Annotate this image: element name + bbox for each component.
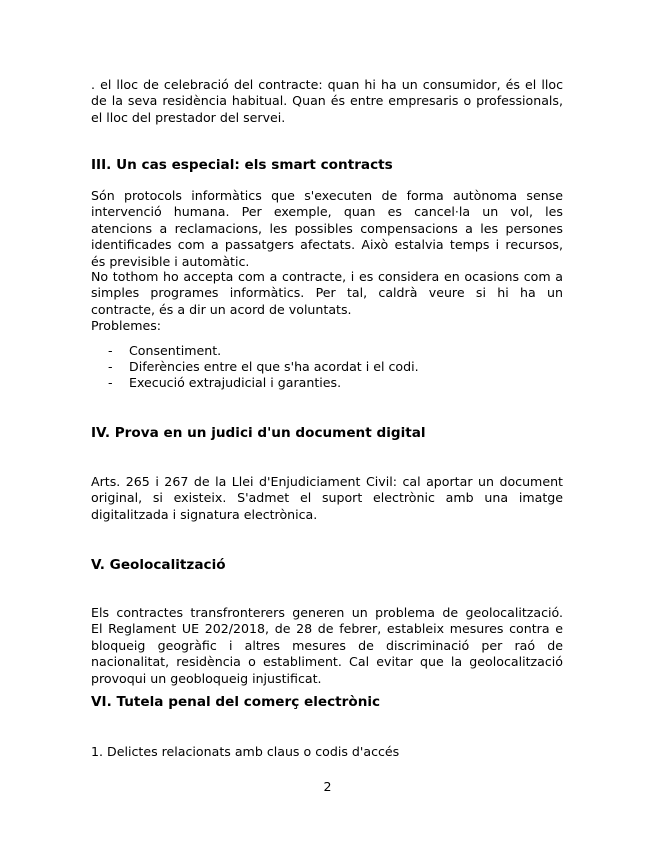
text-line: és previsible i automàtic. — [91, 253, 250, 269]
heading-criminal-protection: VI. Tutela penal del comerç electrònic — [91, 694, 381, 710]
paragraph-place-of-contract — [91, 77, 563, 126]
problems-label: Problemes: — [91, 318, 162, 334]
text-line: nacionalitat, residència o establiment. Cal evitar que la geolocalització — [91, 654, 563, 670]
heading-geolocation: V. Geolocalització — [91, 557, 226, 573]
page-number: 2 — [323, 779, 332, 794]
heading-smart-contracts: III. Un cas especial: els smart contracts — [91, 157, 393, 173]
list-item — [108, 343, 221, 358]
paragraph-smart-contracts-acceptance — [91, 269, 563, 335]
list-item-text: Diferències entre el que s'ha acordat i el codi. — [129, 359, 419, 374]
text-line: bloqueig geogràfic i altres mesures de discriminació per raó de — [91, 637, 563, 653]
text-line: atencions a reclamacions, les possibles compensacions a les persones — [91, 220, 563, 236]
text-line: intervenció humana. Per exemple, quan es cancel·la un vol, les — [91, 204, 563, 220]
paragraph-digital-document-evidence — [91, 474, 563, 523]
text-line: provoqui un geobloqueig injustificat. — [91, 670, 322, 686]
heading-digital-document-evidence: IV. Prova en un judici d'un document digital — [91, 425, 426, 441]
text-line: 1. Delictes relacionats amb claus o codis d'accés — [91, 744, 400, 759]
list-item — [108, 359, 419, 374]
list-item-text: Execució extrajudicial i garanties. — [129, 375, 342, 390]
paragraph-access-codes-crimes — [91, 744, 563, 760]
text-line: . el lloc de celebració del contracte: quan hi ha un consumidor, és el lloc — [91, 77, 563, 92]
paragraph-geolocation — [91, 605, 563, 687]
text-line: el lloc del prestador del servei. — [91, 109, 286, 125]
list-item-text: Consentiment. — [129, 343, 222, 358]
text-line: contracte, és a dir un acord de voluntats. — [91, 301, 352, 317]
text-line: de la seva residència habitual. Quan és entre empresaris o professionals, — [91, 93, 563, 109]
text-line: El Reglament UE 202/2018, de 28 de febrer, estableix mesures contra e — [91, 621, 563, 637]
text-line: digitalitzada i signatura electrònica. — [91, 506, 318, 522]
text-line: Els contractes transfronterers generen un problema de geolocalització. — [91, 605, 563, 620]
text-line: original, si existeix. S'admet el suport electrònic amb una imatge — [91, 490, 563, 506]
text-line: simples programes informàtics. Per tal, caldrà veure si hi ha un — [91, 285, 563, 301]
paragraph-smart-contracts-definition — [91, 188, 563, 270]
list-item — [108, 375, 341, 390]
bullet-dash: - — [108, 359, 113, 374]
text-line: identificades com a passatgers afectats. Això estalvia temps i recursos, — [91, 237, 563, 253]
bullet-dash: - — [108, 343, 113, 358]
text-line: Són protocols informàtics que s'executen de forma autònoma sense — [91, 188, 563, 203]
bullet-dash: - — [108, 375, 113, 390]
text-line: No tothom ho accepta com a contracte, i es considera en ocasions com a — [91, 269, 563, 284]
text-line: Arts. 265 i 267 de la Llei d'Enjudiciament Civil: cal aportar un document — [91, 474, 563, 489]
